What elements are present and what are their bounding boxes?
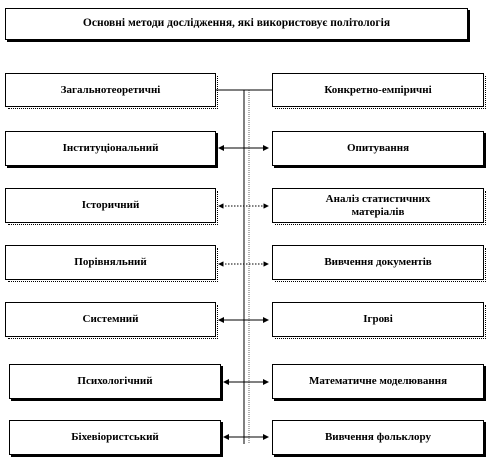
right-method-box [272, 364, 484, 399]
right-method-box [272, 245, 484, 280]
left-header-label: Загальнотеоретичні [60, 83, 161, 96]
left-method-box [9, 364, 221, 399]
right-method-label: Вивчення фольклору [324, 431, 432, 444]
left-method-box [5, 302, 216, 337]
left-method-box [9, 420, 221, 455]
right-method-box [272, 420, 484, 455]
left-method-box [5, 245, 216, 280]
right-header-box [272, 73, 484, 107]
right-method-box [272, 188, 484, 223]
left-method-box [5, 131, 216, 166]
right-method-label: Опитування [346, 142, 410, 155]
right-header-label: Конкретно-емпіричні [324, 83, 432, 96]
right-method-box [272, 131, 484, 166]
diagram-title: Основні методи дослідження, які використовує політологія [82, 17, 391, 30]
right-method-label: Ігрові [363, 313, 393, 326]
left-method-label: Історичний [81, 199, 140, 212]
left-method-label: Психологічний [77, 375, 153, 388]
right-method-label: Вивчення документів [324, 256, 432, 269]
right-method-box [272, 302, 484, 337]
left-method-label: Біхевіористський [71, 431, 159, 444]
left-method-label: Системний [82, 313, 139, 326]
diagram-title-box [5, 8, 468, 40]
left-header-box [5, 73, 216, 107]
right-method-label: Аналіз статистичних матеріалів [325, 192, 431, 218]
left-method-label: Інституціональний [62, 142, 159, 155]
right-method-label: Математичне моделювання [308, 375, 448, 388]
left-method-box [5, 188, 216, 223]
left-method-label: Порівняльний [74, 256, 147, 269]
